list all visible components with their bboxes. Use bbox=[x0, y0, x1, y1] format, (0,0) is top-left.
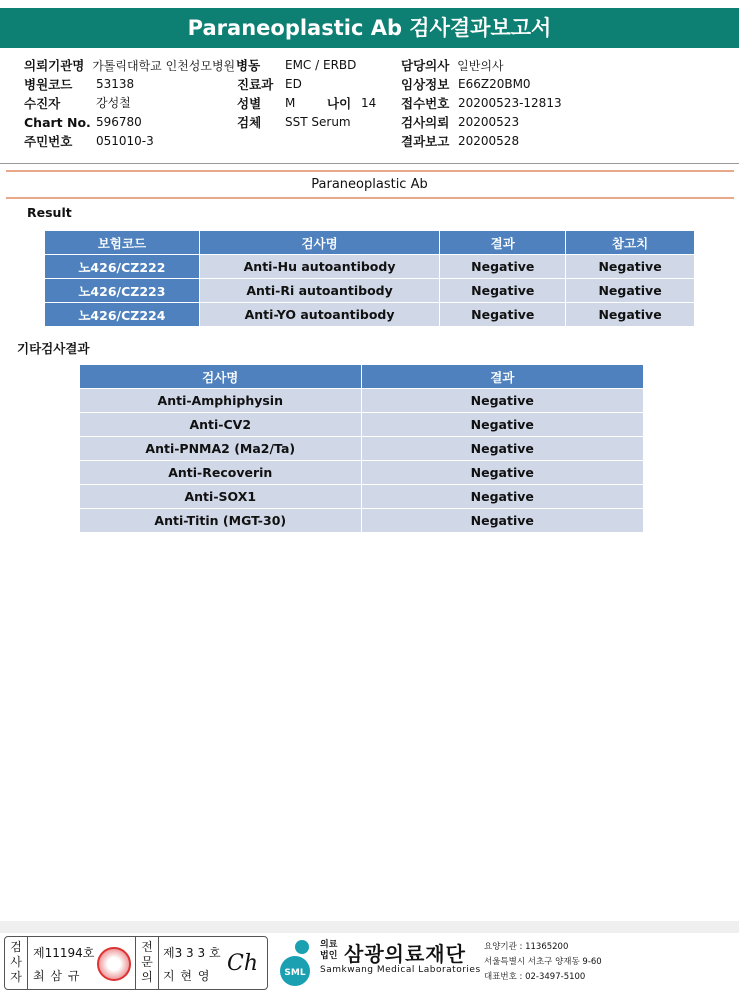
report-date-label: 결과보고 bbox=[401, 134, 450, 149]
lab-brand bbox=[272, 936, 738, 990]
test-name: Anti-YO autoantibody bbox=[199, 303, 440, 327]
test-name: Anti-Ri autoantibody bbox=[199, 279, 440, 303]
test-name: Anti-Titin (MGT-30) bbox=[80, 509, 362, 533]
confirmer-license: 제3 3 3 호 bbox=[163, 946, 221, 960]
report-title: Paraneoplastic Ab 검사결과보고서 bbox=[0, 8, 739, 48]
header-test: 검사명 bbox=[199, 231, 440, 255]
confirmer-label: 전 문 의 bbox=[141, 940, 153, 984]
header-result: 결과 bbox=[361, 365, 643, 389]
agency-code: 요양기관 : 11365200 bbox=[484, 942, 569, 952]
specimen-label: 검체 bbox=[237, 115, 262, 130]
institution-value: 가톨릭대학교 인천성모병원 bbox=[92, 59, 236, 73]
table-row bbox=[45, 255, 695, 279]
test-result: Negative bbox=[361, 389, 643, 413]
request-date-value: 20200523 bbox=[458, 115, 520, 129]
sex-value: M bbox=[285, 96, 296, 110]
header-divider bbox=[0, 163, 739, 164]
table-row bbox=[80, 509, 644, 533]
section-title: Paraneoplastic Ab bbox=[311, 177, 428, 192]
institution-row bbox=[24, 56, 235, 76]
hospital-code-label: 병원코드 bbox=[24, 77, 73, 92]
sml-logo-icon bbox=[272, 938, 318, 988]
test-name: Anti-PNMA2 (Ma2/Ta) bbox=[80, 437, 362, 461]
ward-value: EMC / ERBD bbox=[285, 58, 357, 72]
footer-band bbox=[0, 921, 739, 933]
institution-label: 의뢰기관명 bbox=[24, 58, 85, 73]
insurance-code: 노426/CZ223 bbox=[45, 279, 200, 303]
patient-label: 수진자 bbox=[24, 96, 61, 111]
result-label: Result bbox=[27, 205, 72, 220]
test-name: Anti-Hu autoantibody bbox=[199, 255, 440, 279]
specimen-value: SST Serum bbox=[285, 115, 351, 129]
receipt-no-label: 접수번호 bbox=[401, 96, 450, 111]
inspector-seal bbox=[97, 947, 131, 981]
hospital-code-value: 53138 bbox=[96, 77, 135, 91]
reference-value: Negative bbox=[566, 255, 695, 279]
test-name: Anti-SOX1 bbox=[80, 485, 362, 509]
table-row bbox=[80, 389, 644, 413]
resident-no-value: 051010-3 bbox=[96, 134, 154, 148]
other-table-header bbox=[80, 365, 644, 389]
insurance-code: 노426/CZ224 bbox=[45, 303, 200, 327]
test-result: Negative bbox=[440, 279, 566, 303]
section-rule-bottom bbox=[6, 197, 734, 199]
reference-value: Negative bbox=[566, 303, 695, 327]
test-result: Negative bbox=[440, 255, 566, 279]
age-value: 14 bbox=[361, 96, 377, 110]
lab-address: 서울특별시 서초구 양재동 9-60 bbox=[484, 957, 602, 967]
inspector-license: 제11194호 bbox=[33, 946, 95, 960]
other-results-label: 기타검사결과 bbox=[17, 341, 90, 356]
section-rule-top bbox=[6, 170, 734, 172]
department-value: ED bbox=[285, 77, 302, 91]
chart-no-value: 596780 bbox=[96, 115, 142, 129]
reference-value: Negative bbox=[566, 279, 695, 303]
header-result: 결과 bbox=[440, 231, 566, 255]
confirmer-signature: Ch bbox=[227, 951, 259, 976]
clinical-info-value: E66Z20BM0 bbox=[458, 77, 531, 91]
inspector-label: 검 사 자 bbox=[10, 940, 22, 984]
header-test: 검사명 bbox=[80, 365, 362, 389]
divider bbox=[158, 937, 159, 989]
divider bbox=[27, 937, 28, 989]
header-reference: 참고치 bbox=[566, 231, 695, 255]
report-date-value: 20200528 bbox=[458, 134, 520, 148]
chart-no-label: Chart No. bbox=[24, 115, 91, 130]
result-table-header bbox=[45, 231, 695, 255]
table-row bbox=[80, 413, 644, 437]
age-label: 나이 bbox=[327, 96, 352, 111]
sex-label: 성별 bbox=[237, 96, 262, 111]
receipt-no-value: 20200523-12813 bbox=[458, 96, 562, 110]
department-label: 진료과 bbox=[237, 77, 274, 92]
result-table bbox=[44, 230, 695, 327]
confirmer-name: 지 현 영 bbox=[163, 969, 211, 983]
test-result: Negative bbox=[440, 303, 566, 327]
request-date-label: 검사의뢰 bbox=[401, 115, 450, 130]
doctor-value: 일반의사 bbox=[457, 59, 504, 73]
table-row bbox=[80, 485, 644, 509]
logo-mark-text: SML bbox=[284, 968, 306, 978]
test-result: Negative bbox=[361, 485, 643, 509]
test-name: Anti-CV2 bbox=[80, 413, 362, 437]
test-result: Negative bbox=[361, 437, 643, 461]
other-results-table bbox=[79, 364, 644, 533]
lab-phone: 대표번호 : 02-3497-5100 bbox=[484, 972, 586, 982]
doctor-row bbox=[401, 56, 504, 76]
test-name: Anti-Amphiphysin bbox=[80, 389, 362, 413]
patient-value: 강성철 bbox=[96, 96, 131, 110]
table-row bbox=[45, 279, 695, 303]
test-result: Negative bbox=[361, 509, 643, 533]
org-name: 삼광의료재단 bbox=[344, 942, 466, 966]
table-row bbox=[80, 461, 644, 485]
table-row bbox=[80, 437, 644, 461]
clinical-info-label: 임상정보 bbox=[401, 77, 450, 92]
test-result: Negative bbox=[361, 413, 643, 437]
header-code: 보험코드 bbox=[45, 231, 200, 255]
org-prefix: 의료 법인 bbox=[320, 940, 338, 961]
test-name: Anti-Recoverin bbox=[80, 461, 362, 485]
resident-no-label: 주민번호 bbox=[24, 134, 73, 149]
org-english: Samkwang Medical Laboratories bbox=[320, 965, 481, 975]
doctor-label: 담당의사 bbox=[401, 58, 450, 73]
table-row bbox=[45, 303, 695, 327]
insurance-code: 노426/CZ222 bbox=[45, 255, 200, 279]
inspector-name: 최 삼 규 bbox=[33, 969, 81, 983]
test-result: Negative bbox=[361, 461, 643, 485]
signature-box bbox=[4, 936, 268, 990]
ward-row bbox=[236, 56, 260, 76]
ward-label: 병동 bbox=[236, 58, 261, 73]
